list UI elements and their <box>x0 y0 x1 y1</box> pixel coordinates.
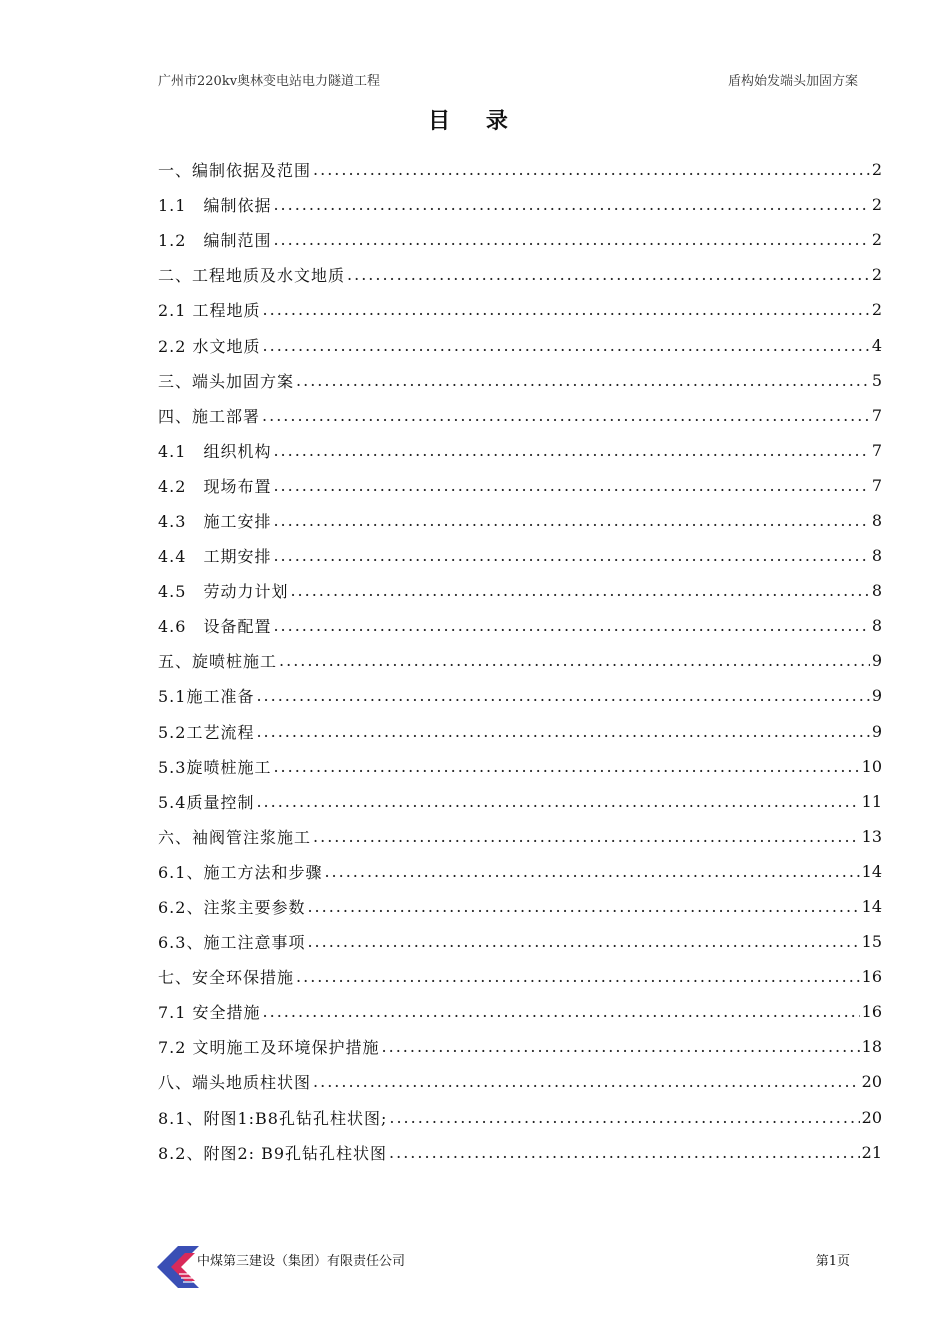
toc-entry-label: 4.5 劳动力计划 <box>158 582 289 602</box>
toc-entry-label: 一、编制依据及范围 <box>158 161 312 181</box>
toc-entry-label: 五、旋喷桩施工 <box>158 652 278 672</box>
toc-leader-dots <box>273 757 859 776</box>
page-header <box>158 70 858 90</box>
toc-entry[interactable] <box>158 152 882 187</box>
toc-entry-page: 15 <box>861 932 882 952</box>
toc-entry[interactable] <box>158 994 882 1029</box>
toc-leader-dots <box>313 1072 860 1091</box>
toc-entry[interactable] <box>158 503 882 538</box>
toc-leader-dots <box>389 1143 860 1162</box>
toc-entry-label: 八、端头地质柱状图 <box>158 1073 312 1093</box>
toc-entry-page: 7 <box>871 440 882 460</box>
toc-leader-dots <box>273 230 869 249</box>
toc-entry-page: 2 <box>871 265 882 285</box>
toc-leader-dots <box>347 265 870 284</box>
toc-entry-label: 4.6 设备配置 <box>158 617 272 637</box>
toc-entry[interactable] <box>158 1064 882 1099</box>
toc-entry[interactable] <box>158 257 882 292</box>
toc-entry-page: 14 <box>861 861 882 881</box>
toc-entry-page: 8 <box>871 581 882 601</box>
toc-entry-label: 2.1 工程地质 <box>158 301 261 321</box>
toc-entry-label: 七、安全环保措施 <box>158 968 295 988</box>
toc-entry-label: 7.1 安全措施 <box>158 1003 261 1023</box>
toc-entry-label: 4.1 组织机构 <box>158 441 272 461</box>
toc-entry-page: 8 <box>871 510 882 530</box>
toc-entry[interactable] <box>158 538 882 573</box>
toc-entry-label: 7.2 文明施工及环境保护措施 <box>158 1038 380 1058</box>
toc-leader-dots <box>262 406 870 425</box>
toc-entry-label: 1.1 编制依据 <box>158 196 272 216</box>
toc-entry[interactable] <box>158 222 882 257</box>
toc-leader-dots <box>307 897 859 916</box>
toc-entry-label: 4.4 工期安排 <box>158 547 272 567</box>
toc-entry-label: 6.2、注浆主要参数 <box>158 898 306 918</box>
toc-entry-label: 2.2 水文地质 <box>158 336 261 356</box>
toc-entry[interactable] <box>158 959 882 994</box>
toc-entry-label: 1.2 编制范围 <box>158 231 272 251</box>
toc-entry-page: 20 <box>861 1072 882 1092</box>
footer-company-name: 中煤第三建设（集团）有限责任公司 <box>197 1254 406 1269</box>
toc-leader-dots <box>256 722 869 741</box>
toc-entry[interactable] <box>158 924 882 959</box>
toc-entry-page: 7 <box>871 475 882 495</box>
toc-leader-dots <box>389 1108 859 1127</box>
toc-entry[interactable] <box>158 573 882 608</box>
toc-entry-label: 4.3 施工安排 <box>158 511 272 531</box>
toc-leader-dots <box>273 195 869 214</box>
toc-entry-page: 2 <box>871 230 882 250</box>
toc-entry-label: 三、端头加固方案 <box>158 371 295 391</box>
toc-entry-label: 5.1施工准备 <box>158 687 255 707</box>
toc-entry-label: 8.1、附图1:B8孔钻孔柱状图; <box>158 1108 388 1128</box>
toc-entry-page: 4 <box>871 335 882 355</box>
toc-entry-page: 7 <box>871 405 882 425</box>
toc-entry-page: 11 <box>861 791 882 811</box>
toc-entry-page: 20 <box>861 1107 882 1127</box>
header-project-name: 广州市220kv奥林变电站电力隧道工程 <box>158 74 381 89</box>
toc-leader-dots <box>256 686 869 705</box>
toc-entry-page: 18 <box>861 1037 882 1057</box>
toc-entry-label: 8.2、附图2: B9孔钻孔柱状图 <box>158 1143 388 1163</box>
toc-leader-dots <box>279 651 870 670</box>
toc-leader-dots <box>290 581 869 600</box>
toc-leader-dots <box>263 300 870 319</box>
company-logo-icon <box>155 1244 201 1290</box>
toc-entry[interactable] <box>158 784 882 819</box>
toc-entry[interactable] <box>158 363 882 398</box>
toc-entry-page: 2 <box>871 195 882 215</box>
toc-entry[interactable] <box>158 187 882 222</box>
toc-entry[interactable] <box>158 327 882 362</box>
toc-leader-dots <box>313 827 860 846</box>
toc-entry[interactable] <box>158 643 882 678</box>
toc-leader-dots <box>307 932 859 951</box>
toc-leader-dots <box>382 1037 860 1056</box>
toc-entry[interactable] <box>158 292 882 327</box>
toc-leader-dots <box>273 441 869 460</box>
toc-entry-page: 21 <box>861 1142 882 1162</box>
toc-entry-label: 4.2 现场布置 <box>158 476 272 496</box>
toc-leader-dots <box>263 336 870 355</box>
toc-entry-page: 2 <box>871 300 882 320</box>
toc-leader-dots <box>273 546 869 565</box>
toc-entry[interactable] <box>158 608 882 643</box>
toc-leader-dots <box>273 616 869 635</box>
toc-leader-dots <box>313 160 870 179</box>
toc-entry[interactable] <box>158 1029 882 1064</box>
toc-entry[interactable] <box>158 1135 882 1170</box>
toc-entry-label: 6.1、施工方法和步骤 <box>158 862 323 882</box>
page-title: 目 录 <box>428 108 522 134</box>
toc-entry-page: 9 <box>871 651 882 671</box>
toc-entry-page: 8 <box>871 546 882 566</box>
toc-entry-page: 16 <box>861 1002 882 1022</box>
toc-leader-dots <box>256 792 859 811</box>
toc-leader-dots <box>296 967 860 986</box>
toc-entry-page: 8 <box>871 616 882 636</box>
toc-entry[interactable] <box>158 398 882 433</box>
toc-entry-page: 2 <box>871 160 882 180</box>
toc-leader-dots <box>273 511 869 530</box>
toc-entry-label: 四、施工部署 <box>158 406 261 426</box>
toc-leader-dots <box>296 371 870 390</box>
table-of-contents <box>158 152 882 1170</box>
toc-entry[interactable] <box>158 854 882 889</box>
toc-leader-dots <box>263 1002 860 1021</box>
toc-entry-page: 9 <box>871 686 882 706</box>
toc-entry-label: 5.3旋喷桩施工 <box>158 757 272 777</box>
header-document-name: 盾构始发端头加固方案 <box>727 74 858 89</box>
toc-entry-label: 6.3、施工注意事项 <box>158 933 306 953</box>
toc-entry-label: 5.4质量控制 <box>158 792 255 812</box>
toc-entry[interactable] <box>158 819 882 854</box>
toc-entry[interactable] <box>158 889 882 924</box>
toc-leader-dots <box>324 862 859 881</box>
toc-entry-page: 9 <box>871 721 882 741</box>
toc-entry-label: 六、袖阀管注浆施工 <box>158 827 312 847</box>
toc-entry-page: 14 <box>861 897 882 917</box>
toc-entry-label: 二、工程地质及水文地质 <box>158 266 346 286</box>
toc-entry[interactable] <box>158 468 882 503</box>
toc-entry[interactable] <box>158 749 882 784</box>
toc-entry[interactable] <box>158 678 882 713</box>
toc-entry-page: 13 <box>861 826 882 846</box>
toc-entry[interactable] <box>158 714 882 749</box>
toc-entry-label: 5.2工艺流程 <box>158 722 255 742</box>
page-footer <box>155 1244 850 1290</box>
toc-entry-page: 5 <box>871 370 882 390</box>
toc-entry[interactable] <box>158 433 882 468</box>
toc-entry-page: 16 <box>861 967 882 987</box>
toc-entry[interactable] <box>158 1100 882 1135</box>
toc-leader-dots <box>273 476 869 495</box>
toc-entry-page: 10 <box>861 756 882 776</box>
footer-page-number: 第1页 <box>815 1254 850 1269</box>
